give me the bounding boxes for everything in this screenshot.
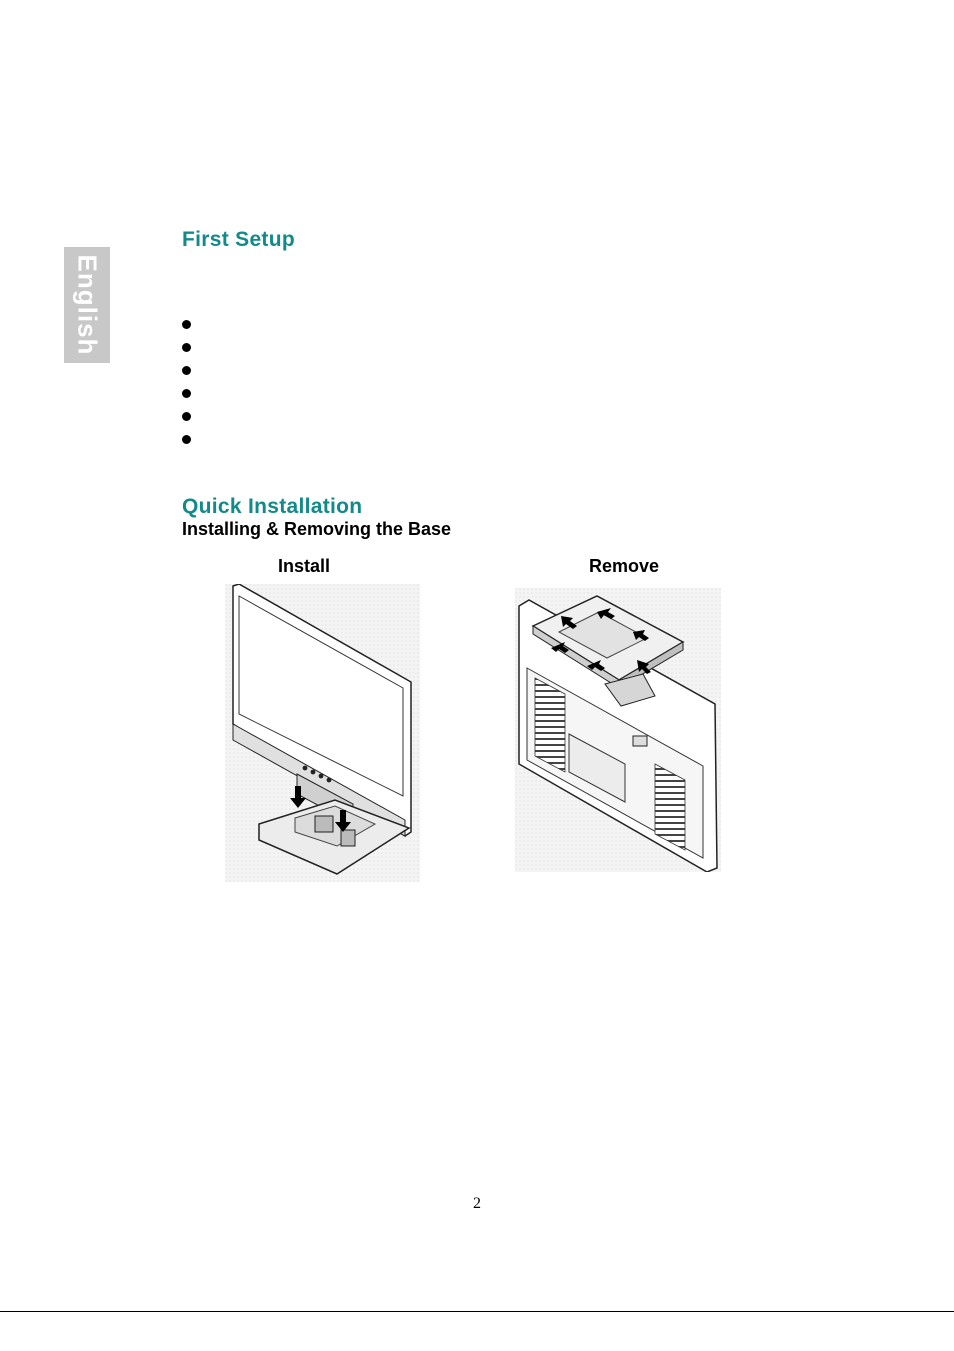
page-number: 2 [473, 1195, 481, 1212]
remove-figure-label: Remove [589, 556, 660, 576]
list-item [180, 316, 192, 339]
list-item [180, 339, 192, 362]
list-item [180, 408, 192, 431]
first-setup-bullet-list [180, 316, 192, 454]
list-item [180, 431, 192, 454]
list-item [180, 362, 192, 385]
language-side-tab [64, 247, 110, 363]
first-setup-heading: First Setup [182, 228, 295, 251]
footer-divider [0, 1311, 954, 1312]
installing-removing-base-subheading: Installing & Removing the Base [182, 519, 452, 539]
language-tab-label: English [72, 254, 103, 356]
install-figure-label: Install [278, 556, 331, 576]
quick-installation-heading: Quick Installation [182, 495, 363, 518]
remove-base-illustration [515, 588, 721, 872]
install-base-illustration [225, 584, 420, 882]
list-item [180, 385, 192, 408]
